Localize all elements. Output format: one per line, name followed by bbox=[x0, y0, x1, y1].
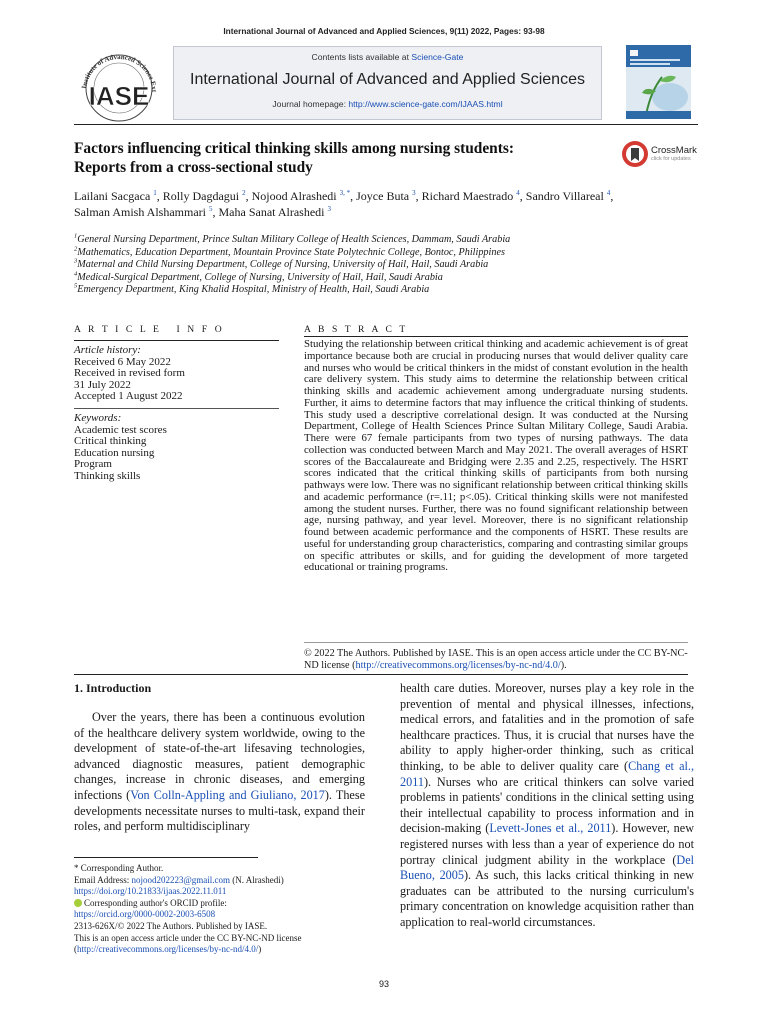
author-name: Lailani Sacgaca bbox=[74, 189, 151, 203]
affiliation-number: 4 bbox=[74, 270, 78, 278]
author-7 bbox=[74, 205, 219, 219]
orcid-link[interactable]: https://orcid.org/0000-0002-2003-6508 bbox=[74, 909, 216, 920]
license-open-paren: ( bbox=[74, 944, 77, 955]
science-gate-link[interactable]: Science-Gate bbox=[411, 52, 464, 62]
author-1 bbox=[74, 189, 163, 203]
author-affiliation[interactable]: 3 bbox=[412, 189, 416, 197]
affiliation-4 bbox=[74, 272, 698, 285]
history-label: Article history: bbox=[74, 344, 141, 356]
author-name: Salman Amish Alshammari bbox=[74, 205, 206, 219]
title-line-1: Factors influencing critical thinking skills among nursing students: bbox=[74, 140, 514, 157]
intro-text-6: ). As such, this lacks critical thinking in new graduates can be attributed to the nursing curriculum's primary concentration on knowledge acquisition rather than application to real-world circumstances. bbox=[400, 868, 694, 929]
crossmark-label: CrossMark bbox=[651, 145, 697, 156]
history-received: Received 6 May 2022 bbox=[74, 355, 171, 368]
article-info-heading: A R T I C L E I N F O bbox=[74, 324, 225, 335]
intro-text-5: ). However, new registered nurses with less than a year of experience do not portray clinical judgment ability in the workplace ( bbox=[400, 821, 694, 867]
author-name: Rolly Dagdagui bbox=[162, 189, 240, 203]
paper-title bbox=[74, 139, 594, 177]
keyword: Critical thinking bbox=[74, 435, 147, 448]
affiliation-number: 2 bbox=[74, 245, 78, 253]
logo-text: IASE bbox=[88, 81, 150, 111]
abstract-rule bbox=[304, 336, 688, 337]
email-line bbox=[74, 875, 374, 887]
masthead bbox=[173, 46, 602, 120]
license-prefix: © 2022 The Authors. Published by IASE. This is an open access article under the CC BY-NC-ND license ( bbox=[304, 648, 688, 672]
author-separator: , bbox=[519, 189, 526, 203]
abstract-license-rule bbox=[304, 642, 688, 643]
info-divider bbox=[74, 408, 279, 409]
author-separator: , bbox=[610, 189, 614, 203]
author-5 bbox=[422, 189, 526, 203]
affiliation-text: Maternal and Child Nursing Department, College of Nursing, University of Hail, Hail, Saudi Arabia bbox=[77, 259, 489, 271]
author-4 bbox=[356, 189, 422, 203]
author-name: Maha Sanat Alrashedi bbox=[218, 205, 325, 219]
masthead-rule bbox=[74, 124, 698, 125]
keyword: Thinking skills bbox=[74, 469, 141, 482]
author-affiliation[interactable]: 4 bbox=[516, 189, 520, 197]
footnote-license-link[interactable]: http://creativecommons.org/licenses/by-nc-nd/4.0/ bbox=[77, 944, 259, 955]
footnote bbox=[74, 863, 374, 956]
author-6 bbox=[526, 189, 614, 203]
affiliation-5 bbox=[74, 284, 698, 297]
affiliation-list bbox=[74, 234, 698, 297]
author-affiliation[interactable]: 2 bbox=[242, 189, 246, 197]
author-name: Joyce Buta bbox=[356, 189, 410, 203]
abstract-heading: A B S T R A C T bbox=[304, 324, 408, 335]
crossmark-icon bbox=[621, 140, 649, 168]
intro-text-4: ). Nurses who are critical thinkers can solve varied problems in patients' conditions in the clinical setting using their intellectual capability to process information and in decision-making ( bbox=[400, 774, 694, 836]
citation-levett-jones[interactable]: Levett-Jones et al., 2011 bbox=[489, 821, 612, 836]
citation-von-colln-appling[interactable]: Von Colln-Appling and Giuliano, 2017 bbox=[130, 787, 325, 802]
author-separator: , bbox=[156, 189, 163, 203]
license-suffix: ). bbox=[560, 660, 567, 672]
keywords-label: Keywords: bbox=[74, 411, 122, 424]
body-column-right bbox=[400, 681, 694, 931]
author-separator: , bbox=[212, 205, 219, 219]
footnote-license-url-line bbox=[74, 944, 374, 956]
keyword: Academic test scores bbox=[74, 423, 167, 436]
email-suffix: (N. Alrashedi) bbox=[230, 874, 284, 885]
history-accepted: Accepted 1 August 2022 bbox=[74, 390, 183, 403]
body-column-left bbox=[74, 710, 365, 835]
running-header: International Journal of Advanced and Applied Sciences, 9(11) 2022, Pages: 93-98 bbox=[223, 26, 545, 36]
footnote-license-line: This is an open access article under the CC BY-NC-ND license bbox=[74, 932, 302, 943]
orcid-icon bbox=[74, 899, 82, 907]
homepage-line bbox=[174, 99, 601, 109]
affiliation-number: 3 bbox=[74, 257, 78, 265]
issn-line: 2313-626X/© 2022 The Authors. Published by IASE. bbox=[74, 920, 268, 931]
author-affiliation[interactable]: 5 bbox=[209, 205, 213, 213]
abstract-end-rule bbox=[74, 674, 688, 675]
email-label: Email Address: bbox=[74, 874, 132, 885]
affiliation-1 bbox=[74, 234, 698, 247]
orcid-label: Corresponding author's ORCID profile: bbox=[84, 897, 227, 908]
journal-title: International Journal of Advanced and Applied Sciences bbox=[190, 71, 585, 88]
intro-text-2: ). These developments necessitate nurses to multi-task, expand their roles, and perform multidisciplinary bbox=[74, 787, 365, 834]
author-2 bbox=[163, 189, 252, 203]
article-info bbox=[74, 345, 279, 483]
author-affiliation[interactable]: 1 bbox=[153, 189, 157, 197]
intro-text-3: health care duties. Moreover, nurses play a key role in the prevention of mental and physical illnesses, infections, medical errors, and fatalities and in the promotion of safe healthcare practices. Thus, it is crucial that nurses have the ability to apply higher-order thinking, such as critical thinking, to be able to deliver quality care ( bbox=[400, 681, 694, 773]
journal-cover-image bbox=[626, 45, 691, 119]
crossmark-sublabel: click for updates bbox=[651, 156, 691, 162]
affiliation-number: 5 bbox=[74, 282, 78, 290]
keyword: Program bbox=[74, 458, 112, 471]
homepage-prefix: Journal homepage: bbox=[272, 99, 349, 109]
keyword: Education nursing bbox=[74, 446, 155, 459]
homepage-link[interactable]: http://www.science-gate.com/IJAAS.html bbox=[348, 99, 503, 109]
license-link[interactable]: http://creativecommons.org/licenses/by-nc-nd/4.0/ bbox=[355, 660, 561, 672]
page-number: 93 bbox=[378, 979, 389, 989]
affiliation-text: General Nursing Department, Prince Sultan Military College of Health Sciences, Dammam, Saudi Arabia bbox=[77, 234, 511, 245]
affiliation-2 bbox=[74, 247, 698, 260]
history-revised-label: Received in revised form bbox=[74, 367, 185, 380]
author-affiliation[interactable]: 4 bbox=[606, 189, 611, 197]
citation-chang[interactable]: Chang et al., 2011 bbox=[400, 758, 695, 789]
author-separator: , bbox=[245, 189, 252, 203]
section-heading-introduction: 1. Introduction bbox=[74, 681, 152, 695]
logo-ring-text: Institute of Advanced Science Ext bbox=[80, 52, 159, 93]
affiliation-text: Medical-Surgical Department, College of Nursing, University of Hail, Hail, Saudi Arabia bbox=[77, 271, 443, 283]
contents-line bbox=[174, 52, 601, 62]
author-name: Richard Maestrado bbox=[421, 189, 514, 203]
affiliation-3 bbox=[74, 259, 698, 272]
title-line-2: Reports from a cross-sectional study bbox=[74, 159, 313, 176]
author-separator: , bbox=[350, 189, 357, 203]
orcid-line bbox=[74, 898, 374, 910]
doi-link[interactable]: https://doi.org/10.21833/ijaas.2022.11.011 bbox=[74, 886, 227, 897]
author-name: Sandro Villareal bbox=[525, 189, 604, 203]
email-link[interactable]: nojood202223@gmail.com bbox=[131, 874, 231, 885]
author-3 bbox=[252, 189, 357, 203]
author-separator: , bbox=[415, 189, 422, 203]
intro-text-1: Over the years, there has been a continuous evolution of the healthcare delivery system worldwide, owing to the development of state-of-the-art lifesaving technologies, advanced diagnostic measures, patient demographic changes, increase in chronic diseases, and emerging infections ( bbox=[74, 710, 365, 802]
author-affiliation[interactable]: 3, * bbox=[339, 189, 351, 197]
license-close-paren: ) bbox=[258, 944, 262, 955]
history-revised-date: 31 July 2022 bbox=[74, 378, 131, 391]
crossmark-button[interactable] bbox=[621, 140, 697, 168]
corresponding-author: * Corresponding Author. bbox=[74, 863, 164, 873]
affiliation-number: 1 bbox=[74, 232, 78, 240]
author-affiliation[interactable]: 3 bbox=[327, 205, 331, 213]
footnote-rule bbox=[74, 857, 258, 858]
article-info-rule bbox=[74, 340, 279, 341]
iase-logo bbox=[74, 48, 164, 122]
author-8 bbox=[219, 205, 331, 219]
author-name: Nojood Alrashedi bbox=[251, 189, 337, 203]
author-list bbox=[74, 188, 698, 220]
abstract-text: Studying the relationship between critical thinking and academic achievement is of great importance because both are crucial in producing nurses that would deliver quality care and nurses who would be critical thinkers in the midst of constant evolution in the health care delivery system. This study aims to determine the relationship between critical thinking skills and academic achievement among undergraduate nursing students. Further, it aims to determine factors that may influence the critical thinking of students. This study used a descriptive correlational design. It was conducted at the Nursing Department, College of Health Sciences Prince Sultan Military College, Saudi Arabia. There were 67 female participants from two types of nursing pathways. The data collection was conducted between March and May 2021. The overall averages of HSRT scores of the Baccalaureate and Bridging were 2.35 and 2.25, respectively. The HSRT scores indicated that the critical thinking skills of participants from both nursing pathways were low. There was no significant relationship between critical thinking skills and academic performance (r=.11; p<.05). Critical thinking skills were not manifested among the student nurses. Further, there was no found significant relationship between age, nursing pathway, and year level. Moreover, there is no significant relationship found between academic performance and the components of HSRT. These results are useful for understanding group characteristics, comparing and contrasting similar groups on specific attributes or skills, and for guiding the development of more targeted educational or training programs. bbox=[304, 338, 688, 574]
affiliation-text: Mathematics, Education Department, Mountain Province State Polytechnic College, Bontoc, Philippines bbox=[77, 246, 505, 258]
affiliation-text: Emergency Department, King Khalid Hospital, Ministry of Health, Hail, Saudi Arabia bbox=[77, 284, 430, 296]
contents-prefix: Contents lists available at bbox=[311, 52, 412, 62]
citation-del-bueno[interactable]: Del Bueno, 2005 bbox=[400, 852, 694, 883]
abstract-license bbox=[304, 648, 688, 673]
